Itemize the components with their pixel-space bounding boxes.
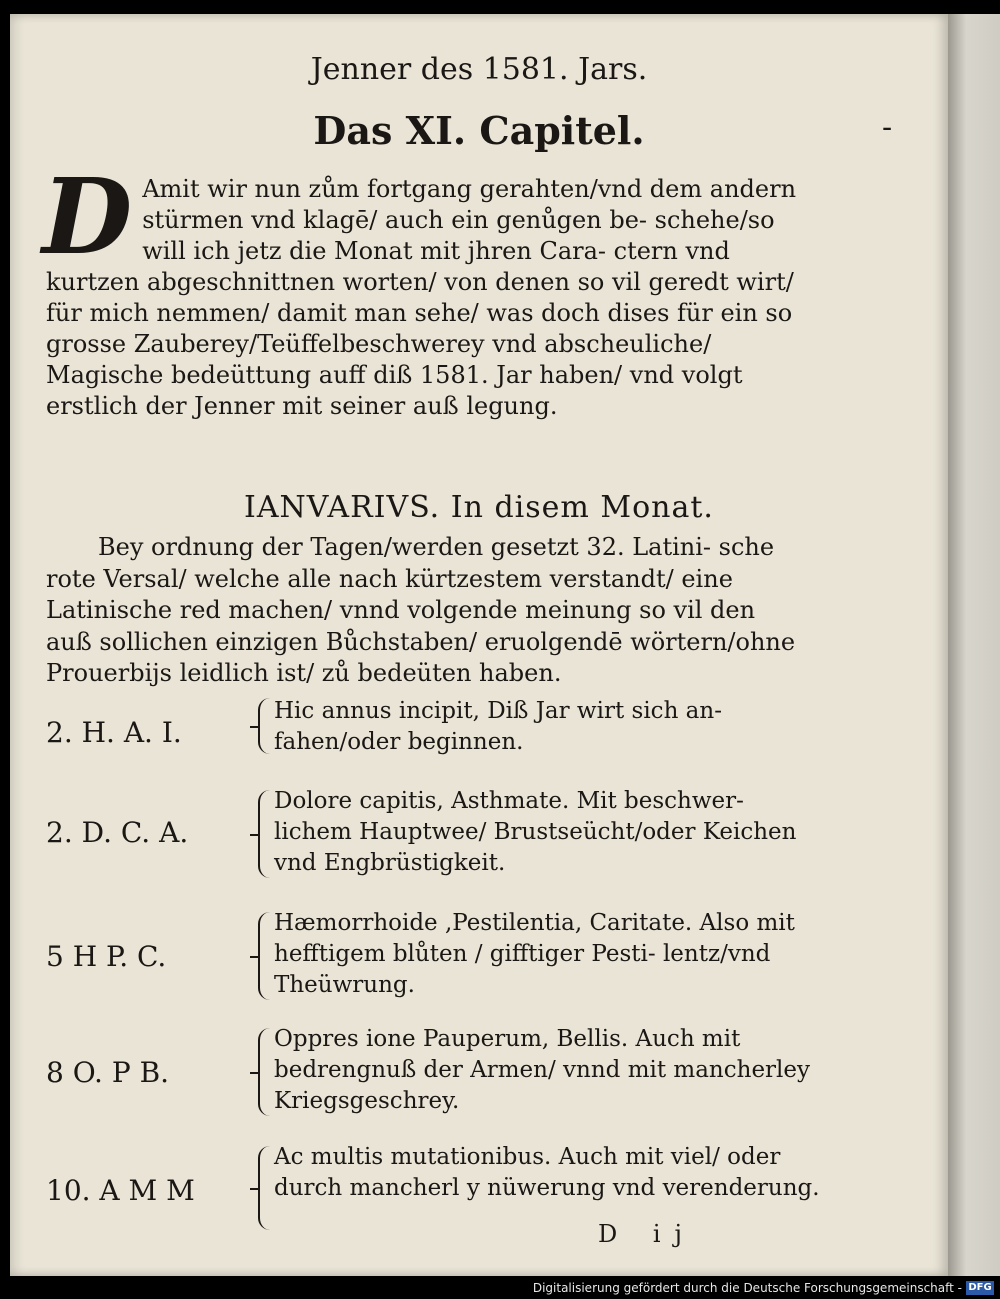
drop-cap: D: [42, 155, 133, 278]
entry-code: 2. H. A. I.: [46, 716, 182, 749]
entry-opb: [46, 1022, 826, 1132]
page-edge: [948, 14, 1000, 1276]
entry-hpc: [46, 906, 826, 1016]
entry-gloss: Dolore capitis, Asthmate. Mit beschwer- lichem Hauptwee/ Brustseücht/oder Keichen vnd Engbrüstigkeit.: [274, 788, 797, 876]
entry-code: 8 O. P B.: [46, 1056, 170, 1089]
intro-text: Amit wir nun zům fortgang gerahten/vnd dem andern stürmen vnd klagē/ auch ein genůgen be- schehe/so will ich jetz die Monat mit jhren Cara- ctern vnd kurtzen abgeschnittnen worten/ von denen so vil geredt wirt/ für mich nemmen/ damit man sehe/ was doch dises für ein so grosse Zauberey/Teüffelbeschwerey vnd abscheuliche/ Magische bedeüttung auff diß 1581. Jar haben/ vnd volgt erstlich der Jenner mit seiner auß legung.: [46, 175, 797, 420]
intro-paragraph: [42, 155, 806, 422]
signature-mark: D ij: [598, 1220, 696, 1248]
entry-dca: [46, 784, 826, 894]
chapter-title: Das XI. Capitel.: [313, 108, 645, 153]
explanation-paragraph: Bey ordnung der Tagen/werden gesetzt 32. Latini- sche rote Versal/ welche alle nach kürtzestem verstandt/ eine Latinische red machen/ vnnd volgende meinung so vil den auß sollichen einzigen Bůchstaben/ eruolgendē wörtern/ohne Prouerbijs leidlich ist/ zů bedeüten haben.: [46, 533, 796, 687]
entry-gloss: Hic annus incipit, Diß Jar wirt sich an- fahen/oder beginnen.: [274, 698, 722, 755]
entry-gloss: Oppres ione Pauperum, Bellis. Auch mit bedrengnuß der Armen/ vnnd mit mancherley Kriegsgeschrey.: [274, 1026, 811, 1114]
entry-code: 10. A M M: [46, 1174, 195, 1207]
entry-code: 5 H P. C.: [46, 940, 167, 973]
entry-gloss: Ac multis mutationibus. Auch mit viel/ oder durch mancherl y nüwerung vnd verenderung.: [274, 1144, 820, 1201]
entry-gloss: Hæmorrhoide ,Pestilentia, Caritate. Also mit hefftigem blůten / gifftiger Pesti- lentz/vnd Theüwrung.: [274, 910, 795, 998]
section-title: IANVARIVS. In disem Monat.: [244, 490, 714, 525]
dfg-logo: DFG: [966, 1281, 994, 1295]
book-page: [10, 14, 948, 1276]
entry-code: 2. D. C. A.: [46, 816, 189, 849]
margin-mark: -: [882, 110, 893, 145]
running-head: Jenner des 1581. Jars.: [310, 52, 648, 87]
entry-amm: [46, 1138, 826, 1248]
footer-credit: Digitalisierung gefördert durch die Deutsche Forschungsgemeinschaft -: [532, 1281, 962, 1295]
